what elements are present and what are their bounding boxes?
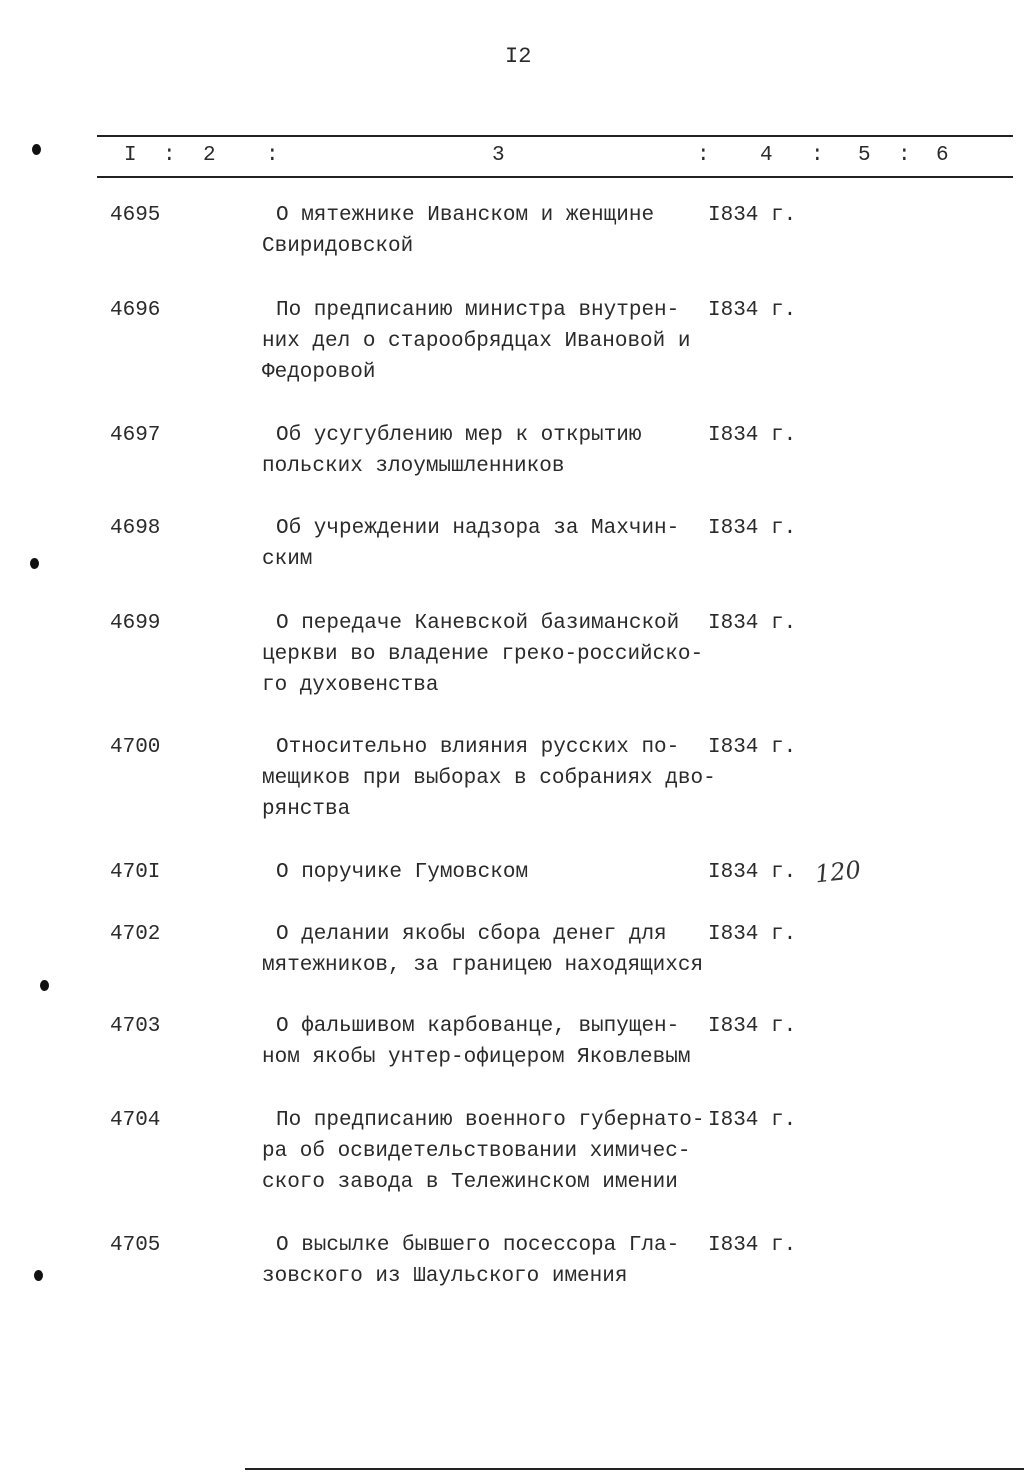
entry-title-line: польских злоумышленников [262,455,565,478]
entry-title-line: них дел о старообрядцах Ивановой и [262,330,691,353]
entry-number: 4696 [110,299,161,322]
entry-year: I834 г. [708,1109,797,1132]
entry-title-line: Об усугублению мер к открытию [276,424,642,447]
entry-year: I834 г. [708,424,797,447]
col-2: 2 [203,144,216,167]
col-1: I [124,144,137,167]
entry-title-line: О высылке бывшего посессора Гла- [276,1234,680,1257]
entry-year: I834 г. [708,612,797,635]
sep: : [163,144,176,167]
entry-year: I834 г. [708,1234,797,1257]
sep: : [266,144,279,167]
page-number: I2 [505,44,532,69]
entry-title-line: Относительно влияния русских по- [276,736,680,759]
entry-title-line: церкви во владение греко-российско- [262,643,704,666]
entry-year: I834 г. [708,1015,797,1038]
entry-year: I834 г. [708,923,797,946]
entry-title-line: ном якобы унтер-офицером Яковлевым [262,1046,691,1069]
entry-title-line: По предписанию военного губернато- [276,1109,705,1132]
entry-year: I834 г. [708,736,797,759]
entry-number: 4698 [110,517,161,540]
punch-hole-mark [30,558,39,569]
entry-number: 4703 [110,1015,161,1038]
entry-number: 4704 [110,1109,161,1132]
entry-title-line: О фальшивом карбованце, выпущен- [276,1015,680,1038]
sep: : [697,144,710,167]
entry-title-line: О поручике Гумовском [276,861,529,884]
entry-number: 4699 [110,612,161,635]
entry-title-line: ра об освидетельствовании химичес- [262,1140,691,1163]
punch-hole-mark [40,980,49,991]
col-4: 4 [760,144,773,167]
entry-title-line: го духовенства [262,674,439,697]
entry-title-line: ским [262,548,313,571]
header-top-rule [97,135,1013,137]
punch-hole-mark [32,144,41,155]
entry-number: 470I [110,861,161,884]
entry-title-line: рянства [262,798,351,821]
entry-year: I834 г. [708,517,797,540]
entry-title-line: мещиков при выборах в собраниях дво- [262,767,716,790]
entry-number: 4697 [110,424,161,447]
entry-year: I834 г. [708,204,797,227]
header-bottom-rule [97,176,1013,178]
entry-number: 4705 [110,1234,161,1257]
entry-title-line: мятежников, за границею находящихся [262,954,704,977]
entry-year: I834 г. [708,299,797,322]
sep: : [898,144,911,167]
entry-title-line: Федоровой [262,361,376,384]
entry-title-line: Об учреждении надзора за Махчин- [276,517,680,540]
entry-title-line: О передаче Каневской базиманской [276,612,680,635]
entry-number: 4700 [110,736,161,759]
bottom-rule [245,1468,1024,1470]
entry-title-line: Свиридовской [262,235,414,258]
entry-title-line: О мятежнике Иванском и женщине [276,204,655,227]
col-3: 3 [492,144,505,167]
entry-title-line: По предписанию министра внутрен- [276,299,680,322]
entry-title-line: ского завода в Тележинском имении [262,1171,678,1194]
entry-number: 4695 [110,204,161,227]
punch-hole-mark [34,1270,43,1281]
entry-title-line: О делании якобы сбора денег для [276,923,667,946]
handwritten-sheet-number: 120 [813,855,863,889]
sep: : [811,144,824,167]
entry-number: 4702 [110,923,161,946]
entry-year: I834 г. [708,861,797,884]
col-5: 5 [858,144,871,167]
col-6: 6 [936,144,949,167]
entry-title-line: зовского из Шаульского имения [262,1265,628,1288]
